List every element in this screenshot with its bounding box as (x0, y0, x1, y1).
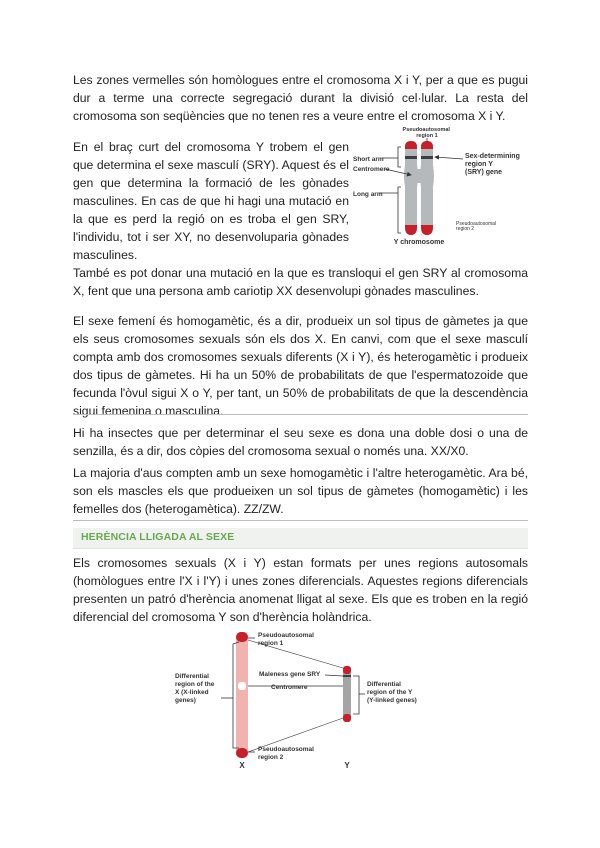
long-arm-label: Long arm (353, 191, 383, 198)
diff-y-label: Differential region of the Y (Y-linked genes) (367, 681, 417, 704)
section-heading (73, 528, 528, 549)
y-chromosome-caption: Y chromosome (393, 239, 445, 246)
y-chromatid-right (420, 141, 434, 235)
y-differential-bracket (353, 676, 359, 714)
y-pseudo2-red-right (421, 225, 433, 235)
y-sry-band-right (421, 156, 433, 159)
long-arm-bracket (398, 187, 401, 233)
x-pseudo1 (236, 632, 248, 642)
y-pseudo2 (343, 714, 351, 722)
y-pseudo2-label: Pseudoautosomal region 2 (456, 221, 497, 232)
divider-2 (73, 520, 528, 521)
paragraph-insects: Hi ha insectes que per determinar el seu sexe es dona una doble dosi o una de senzilla, és a dir, dos còpies del cromosoma sexual o només una. XX/X0. (73, 426, 528, 458)
y-pseudo1 (343, 666, 351, 674)
y-chromosome-figure (353, 125, 528, 247)
y-sry-band-left (405, 156, 417, 159)
paragraph-sry-gene: En el braç curt del cromosoma Y trobem el gen que determina el sexe masculí (SRY). Aquest és el gen que determina la formació de les gònades masculines. En cas de que hi hagi una mutació en la que es perd la regió on es troba el gen SRY, l'individu, tot i ser XY, no desenvoluparia gònades masculines. (73, 140, 349, 262)
x-chromosome-body (236, 632, 248, 758)
maleness-label: Maleness gene SRY (259, 671, 321, 678)
xy-centromere-label: Centromere (271, 684, 308, 691)
y-pseudo1-label: Pseudoautosomal region 1 (402, 127, 450, 139)
sry-label: Sex-determining region Y (SRY) gene (465, 153, 520, 176)
y-chromosome-body (343, 666, 351, 722)
sry-pointer (435, 157, 463, 159)
short-arm-bracket (398, 147, 401, 167)
centromere-label: Centromere (353, 166, 390, 173)
divider-1 (73, 414, 528, 415)
paragraph-homogametic: El sexe femení és homogamètic, és a dir, produeix un sol tipus de gàmetes ja que els seus cromosomes sexuals són els dos X. En canvi, com que el sexe masculí compta amb dos cromosomes sexuals diferents (X i Y), és heterogamètic i produeix dos tipus de gàmetes. Hi ha un 50% de probabilitats de que l'espermatozoide que fecunda l'òvul sigui X o Y, per tant, un 50% de probabilitats de que la descendència sigui femenina o masculina. (73, 314, 528, 418)
short-arm-label: Short arm (353, 156, 384, 163)
x-pseudo2 (236, 748, 248, 758)
paragraph-birds: La majoria d'aus compten amb un sexe homogamètic i l'altre heterogamètic. Ara bé, son els mascles els que produeixen un sol tipus de gàmetes (homogamètic) i les femelles dos (heterogamètica). ZZ/ZW. (73, 466, 528, 516)
x-label: X (239, 761, 245, 770)
y-centromere (413, 169, 425, 183)
diff-x-label: Differential region of the X (X-linked genes) (175, 673, 215, 704)
xy-chromosome-figure (175, 628, 435, 774)
maleness-line (325, 675, 343, 676)
xy-pseudo1-label: Pseudoautosomal region 1 (258, 632, 314, 647)
section-heading-text: HERÈNCIA LLIGADA AL SEXE (81, 531, 235, 543)
paragraph-translocation: També es pot donar una mutació en la que es transloqui el gen SRY al cromosoma X, fent que una persona amb cariotip XX desenvolupi gònades masculines. (73, 266, 528, 298)
y-chromatid-left (404, 141, 418, 235)
paragraph-sex-linked: Els cromosomes sexuals (X i Y) estan formats per unes regions autosomals (homòlogues entre l'X i l'Y) i unes zones diferencials. Aquestes regions diferencials presenten un patró d'herència anomenat lligat al sexe. Els que es troben en la regió diferencial del cromosoma Y son d'herència holàndrica. (73, 556, 528, 624)
y-pseudo1-red-left (405, 141, 417, 149)
paragraph-homologous-regions: Les zones vermelles són homòlogues entre el cromosoma X i Y, per a que es pugui dur a terme una correcte segregació durant la divisió cel·lular. La resta del cromosoma son seqüències que no tenen res a veure entre el cromosoma X i Y. (73, 73, 528, 123)
xy-pseudo2-label: Pseudoautosomal region 2 (258, 746, 314, 761)
y-label: Y (344, 761, 350, 770)
x-centromere (238, 682, 246, 690)
y-pseudo1-red-right (421, 141, 433, 149)
y-sry-mark (343, 675, 351, 677)
y-pseudo2-red-left (405, 225, 417, 235)
